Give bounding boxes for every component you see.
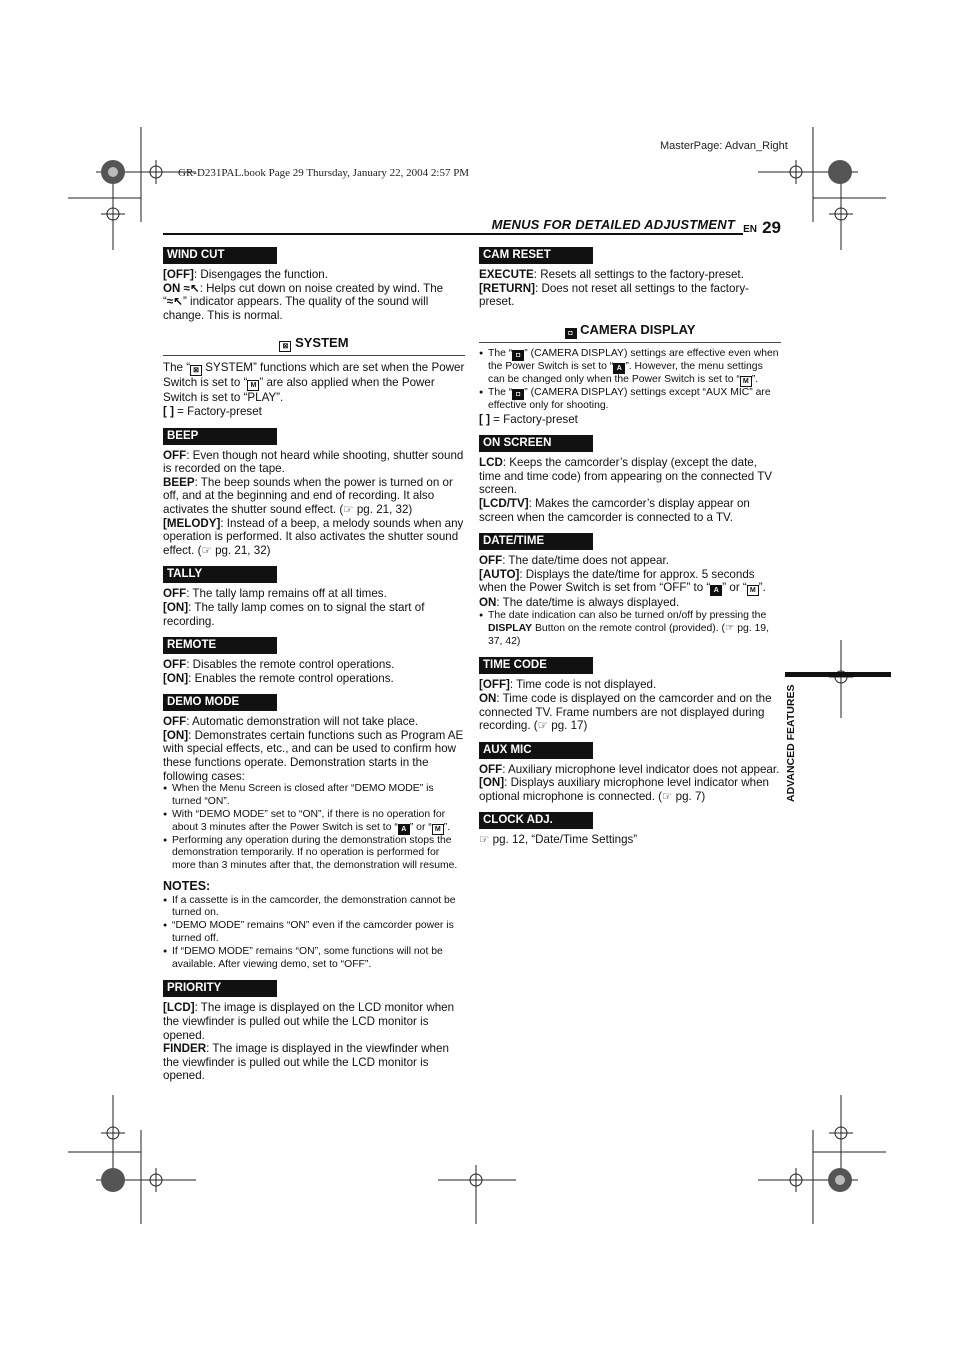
camera-display-icon: ◘ <box>512 389 524 400</box>
system-preset: [ ] = Factory-preset <box>163 404 262 418</box>
auto-icon: A <box>710 585 722 596</box>
on-screen-lcdtv: [LCD/TV]: Makes the camcorder’s display appear on screen when the camcorder is connected to a TV. <box>479 496 750 524</box>
side-tab-bar <box>785 672 891 677</box>
label-clock-adj: CLOCK ADJ. <box>479 812 593 829</box>
camera-display-icon: ◘ <box>565 328 577 339</box>
auto-icon: A <box>398 824 410 835</box>
system-icon: ⊠ <box>190 365 202 376</box>
header-rule <box>163 233 743 235</box>
aux-mic-off: OFF: Auxiliary microphone level indicator does not appear. <box>479 762 780 776</box>
notes-title: NOTES: <box>163 879 211 894</box>
remote-on: [ON]: Enables the remote control operations. <box>163 671 394 685</box>
manual-icon: M <box>247 380 259 391</box>
label-remote: REMOTE <box>163 637 277 654</box>
auto-icon: A <box>613 363 625 374</box>
demo-off: OFF: Automatic demonstration will not take place. <box>163 715 419 729</box>
label-cam-reset: CAM RESET <box>479 247 593 264</box>
master-page-label: MasterPage: Advan_Right <box>660 140 788 152</box>
system-icon: ⊠ <box>279 341 291 352</box>
time-code-off: [OFF]: Time code is not displayed. <box>479 678 657 692</box>
system-intro: The “ ⊠ SYSTEM” functions which are set when the Power Switch is set to “ M ” are also applied when the Power Switch is set to “PLAY”. <box>163 361 465 405</box>
tally-on: [ON]: The tally lamp comes on to signal the start of recording. <box>163 600 425 628</box>
demo-on: [ON]: Demonstrates certain functions such as Program AE with special effects, etc., and can be used to confirm how these functions operate. Demonstration starts in the following cases: <box>163 728 464 783</box>
beep-off: OFF: Even though not heard while shooting, shutter sound is recorded on the tape. <box>163 448 464 476</box>
label-date-time: DATE/TIME <box>479 533 593 550</box>
print-file-line: GR-D231PAL.book Page 29 Thursday, January 22, 2004 2:57 PM <box>178 167 470 179</box>
date-time-on: ON: The date/time is always displayed. <box>479 596 680 610</box>
section-camera-display: ◘ CAMERA DISPLAY <box>479 323 781 343</box>
priority-finder: FINDER: The image is displayed in the viewfinder when the viewfinder is pulled out while the LCD monitor is opened. <box>163 1042 449 1083</box>
header-title: MENUS FOR DETAILED ADJUSTMENT <box>491 217 735 232</box>
manual-icon: M <box>432 824 444 835</box>
aux-mic-on: [ON]: Displays auxiliary microphone level indicator when optional microphone is connected. (☞ pg. 7) <box>479 776 769 803</box>
tally-off: OFF: The tally lamp remains off at all times. <box>163 587 387 601</box>
list-item: ● The “ ◘ ” (CAMERA DISPLAY) settings are effective even when the Power Switch is set to “ A ”. However, the menu settings can be changed only when the Power Switch is set to “ M ”. <box>479 348 781 387</box>
time-code-on: ON: Time code is displayed on the camcorder and on the connected TV. Frame numbers are not displayed during recording. (☞ pg. 17) <box>479 691 772 733</box>
camera-display-preset: [ ] = Factory-preset <box>479 412 578 426</box>
side-tab-label: ADVANCED FEATURES <box>785 684 797 802</box>
list-item: ● If “DEMO MODE” remains “ON”, some functions will not be available. After viewing demo, set to “OFF”. <box>163 946 465 972</box>
cam-reset-return: [RETURN]: Does not reset all settings to the factory-preset. <box>479 281 749 309</box>
label-tally: TALLY <box>163 566 277 583</box>
camera-display-bullets <box>479 348 781 413</box>
label-wind-cut: WIND CUT <box>163 247 277 264</box>
list-item: ● “DEMO MODE” remains “ON” even if the camcorder power is turned off. <box>163 920 465 946</box>
remote-off: OFF: Disables the remote control operations. <box>163 658 395 672</box>
manual-icon: M <box>747 585 759 596</box>
label-aux-mic: AUX MIC <box>479 742 593 759</box>
left-column <box>163 247 465 1083</box>
notes-list <box>163 895 465 972</box>
cam-reset-execute: EXECUTE: Resets all settings to the factory-preset. <box>479 268 744 281</box>
date-time-bullets <box>479 610 781 648</box>
manual-icon: M <box>740 376 752 387</box>
label-beep: BEEP <box>163 428 277 445</box>
on-screen-lcd: LCD: Keeps the camcorder’s display (except the date, time and time code) from appearing on the connected TV screen. <box>479 456 773 497</box>
list-item: ● When the Menu Screen is closed after “DEMO MODE” is turned “ON”. <box>163 783 465 809</box>
beep-beep: BEEP: The beep sounds when the power is turned on or off, and at the beginning and end of recording. It also activates the shutter sound effect. (☞ pg. 21, 32) <box>163 475 453 516</box>
list-item: ● Performing any operation during the demonstration stops the demonstration temporarily. If no operation is performed for more than 3 minutes after that, the demonstration will resume. <box>163 835 465 873</box>
header-lang: EN <box>743 224 757 235</box>
beep-melody: [MELODY]: Instead of a beep, a melody sounds when any operation is performed. It also activates the shutter sound effect. (☞ pg. 21, 32) <box>163 516 464 557</box>
wind-icon: ≈↖ <box>166 295 183 309</box>
list-item: ● The “ ◘ ” (CAMERA DISPLAY) settings except “AUX MIC” are effective only for shooting. <box>479 387 781 413</box>
clock-adj-ref: ☞ pg. 12, “Date/Time Settings” <box>479 833 638 847</box>
right-column <box>479 247 781 847</box>
label-time-code: TIME CODE <box>479 657 593 674</box>
wind-cut-off: [OFF]: Disengages the function. <box>163 268 328 281</box>
label-on-screen: ON SCREEN <box>479 435 593 452</box>
list-item: ● If a cassette is in the camcorder, the demonstration cannot be turned on. <box>163 895 465 921</box>
camera-display-icon: ◘ <box>512 350 524 361</box>
label-priority: PRIORITY <box>163 980 277 997</box>
list-item: ● With “DEMO MODE” set to “ON”, if there is no operation for about 3 minutes after the Power Switch is set to “ A ” or “ M ”. <box>163 809 465 835</box>
label-demo-mode: DEMO MODE <box>163 694 277 711</box>
page-number: 29 <box>762 218 781 237</box>
priority-lcd: [LCD]: The image is displayed on the LCD monitor when the viewfinder is pulled out while the LCD monitor is opened. <box>163 1001 455 1042</box>
date-time-auto: [AUTO]: Displays the date/time for approx. 5 seconds when the Power Switch is set from “OFF” to “ A ” or “ M ”. <box>479 567 766 595</box>
section-system: ⊠ SYSTEM <box>163 336 465 356</box>
date-time-off: OFF: The date/time does not appear. <box>479 554 669 568</box>
wind-icon: ≈↖ <box>183 281 200 295</box>
demo-bullets <box>163 783 465 873</box>
wind-cut-on: ON ≈↖: Helps cut down on noise created by wind. The “≈↖” indicator appears. The quality of the sound will change. This is normal. <box>163 281 444 322</box>
list-item: ● The date indication can also be turned on/off by pressing the DISPLAY Button on the remote control (provided). (☞ pg. 19, 37, 42) <box>479 610 781 648</box>
